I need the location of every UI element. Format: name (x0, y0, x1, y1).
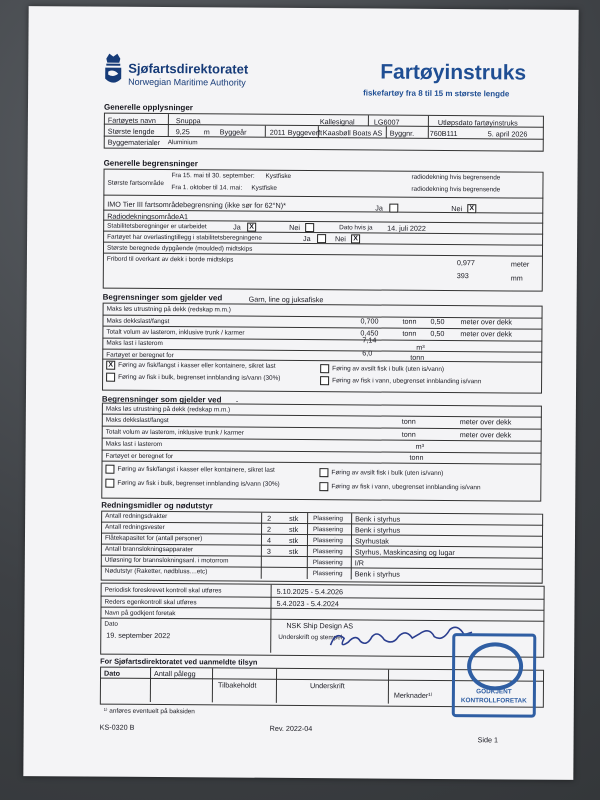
limits-a-row-4-value: 6,0 (362, 348, 373, 358)
vessel-name-label: Fartøyets navn (107, 115, 156, 125)
stability-no-checkbox[interactable] (305, 223, 314, 232)
limits-a-row-3-unit: m³ (416, 342, 425, 352)
approval-stamp (452, 633, 537, 718)
radio-limit-2: radiodekning hvis begrensende (411, 185, 501, 194)
company-label: Navn på godkjent foretak (104, 609, 176, 618)
length-unit: m (203, 127, 210, 137)
limits-a-row-2-height: 0,50 (430, 328, 445, 338)
limits-a-row-3-value: 7,14 (362, 335, 377, 345)
limits-a-row-1-height-unit: meter over dekk (460, 317, 513, 327)
limits-b-row-4-unit: tonn (409, 452, 424, 462)
imo-yes-checkbox[interactable] (389, 204, 398, 213)
limits-a-opt1-checkbox[interactable]: X (106, 361, 115, 370)
limits-b-opt2-label: Føring av fisk i bulk, begrenset innblanding is/vann (30%) (117, 479, 280, 488)
limits-b-opt1-checkbox[interactable] (105, 465, 114, 474)
limits-b-row-1-unit: tonn (401, 416, 416, 426)
company-value: NSK Ship Design AS (286, 620, 354, 631)
rescue-row-1-label: Antall redningsdrakter (105, 512, 168, 521)
stamp-line-2: KONTROLLFORETAK (460, 697, 527, 705)
stability-yes-checkbox[interactable]: X (247, 223, 256, 232)
rescue-row-6-placement-label: Plassering (312, 570, 343, 578)
limits-a-row-1-height: 0,50 (430, 316, 445, 326)
limits-a-opt1-label: Føring av fisk/fangst i kasser eller kontainere, sikret last (118, 361, 276, 370)
overload-no-checkbox[interactable]: X (351, 234, 360, 243)
date-if-yes-label: Dato hvis ja (339, 224, 373, 232)
freeboard-unit: mm (510, 273, 523, 283)
limits-b-row-4-label: Maks last i lasterom (105, 440, 163, 449)
radio-area-value: A1 (179, 212, 189, 222)
limits-b-row-1-label: Maks løs utrustning på dekk (redskap m.m.) (105, 405, 231, 414)
rescue-row-2-label: Antall redningsvester (105, 523, 165, 532)
limits-b-row-3-unit: m³ (415, 441, 425, 451)
rescue-row-5-label: Utløsning for brannslokningsanl. i motorrom (104, 556, 229, 565)
limits-a-row-2-value: 0,450 (360, 328, 379, 338)
rescue-row-4-qty: 3 (266, 546, 271, 556)
notice-title: For Sjøfartsdirektoratet ved uanmeldte tilsyn (100, 656, 258, 667)
rescue-row-4-label: Antall brannslokningsapparater (104, 545, 194, 554)
limits-a-row-3-label: Totalt volum av lasterom, inklusive trunk / karmer (106, 328, 245, 337)
limits-a-opt3-label: Føring av avsilt fisk i bulk (uten is/vann) (332, 365, 445, 373)
season1-value: Kystfiske (265, 172, 292, 180)
notice-col-orders: Antall pålegg (154, 668, 196, 679)
stability-no-label: Nei (289, 222, 300, 232)
section-title-limits-a: Begrensninger som gjelder ved (102, 292, 223, 303)
limits-b-row-3-label: Totalt volum av lasterom, inklusive trunk / karmer (105, 428, 244, 437)
limits-b-row-2-height-unit: meter over dekk (459, 430, 512, 440)
rescue-row-4-place: Styrhus, Maskincasing og lugar (354, 547, 455, 558)
rescue-row-3-unit: stk (288, 535, 299, 545)
date-if-yes-value: 14. juli 2022 (387, 223, 426, 233)
expiry-label: Utløpsdato fartøyinstruks (437, 117, 518, 128)
overload-label: Fartøyet har overlastingtillegg i stabilitetsberegningene (107, 233, 262, 242)
date-value: 19. september 2022 (106, 630, 171, 641)
footnote: ¹⁾ anføres eventuelt på baksiden (103, 707, 195, 716)
limits-b-opt3-label: Føring av avsilt fisk i bulk (uten is/vann) (331, 469, 444, 477)
rescue-row-5-place: I/R (354, 558, 365, 568)
stability-label: Stabilitetsberegninger er utarbeidet (107, 222, 207, 231)
rescue-row-3-qty: 4 (266, 535, 272, 545)
rescue-row-6-place: Benk i styrhus (354, 569, 400, 579)
section-title-general-info: Generelle opplysninger (103, 102, 193, 113)
rescue-row-1-placement-label: Plassering (313, 515, 343, 523)
length-value: 9,25 (175, 127, 190, 137)
build-year-value: 2011 (269, 127, 286, 137)
notice-col-date: Dato (104, 668, 121, 678)
season1-label: Fra 15. mai til 30. september: (171, 172, 255, 180)
freeboard-value: 393 (456, 271, 469, 281)
limits-a-rated-label: Fartøyet er beregnet for (106, 351, 174, 360)
area-label: Største fartsområde (107, 179, 164, 188)
own-control-label: Reders egenkontroll skal utføres (104, 598, 197, 607)
stamp-ring-icon (467, 642, 523, 690)
build-year-label: Byggeår (219, 127, 247, 137)
notice-col-remarks: Merknader¹⁾ (393, 690, 433, 700)
limits-a-row-4-unit: tonn (410, 352, 425, 362)
rescue-row-2-unit: stk (289, 524, 299, 534)
length-label: Største lengde (107, 126, 155, 136)
imo-yes-label: Ja (375, 203, 383, 213)
limits-b-opt3-checkbox[interactable] (319, 468, 328, 477)
overload-no-label: Nei (335, 234, 346, 244)
limits-b-rated-label: Fartøyet er beregnet for (105, 452, 174, 461)
own-control-value: 5.4.2023 - 5.4.2024 (276, 598, 339, 609)
signature-label: Underskrift og stempel (278, 633, 343, 642)
rescue-row-2-qty: 2 (267, 524, 272, 534)
notice-col-detained: Tilbakeholdt (217, 680, 257, 690)
material-value: Aluminium (167, 139, 198, 147)
overload-yes-checkbox[interactable] (317, 234, 326, 243)
limits-b-row-2-unit: tonn (401, 429, 416, 439)
yard-value: Kaasbøll Boats AS (322, 128, 383, 138)
limits-a-opt3-checkbox[interactable] (320, 364, 329, 373)
section-title-general-limits: Generelle begrensninger (103, 158, 198, 169)
limits-a-opt4-label: Føring av fisk i vann, ubegrenset innblanding is/vann (332, 377, 482, 386)
limits-b-opt2-checkbox[interactable] (105, 479, 114, 488)
limits-b-opt1-label: Føring av fisk/fangst i kasser eller kontainere, sikret last (117, 465, 275, 474)
season2-label: Fra 1. oktober til 14. mai: (171, 184, 243, 192)
callsign-value: LG6007 (373, 117, 400, 127)
rescue-row-4-placement-label: Plassering (312, 548, 343, 556)
expiry-date-value: 5. april 2026 (487, 129, 528, 139)
limits-b-row-1-height-unit: meter over dekk (459, 417, 512, 427)
draft-unit: meter (510, 259, 530, 269)
limits-a-row-1-value: 0,700 (360, 316, 379, 326)
date-label: Dato (104, 620, 118, 628)
build-number-label: Byggnr. (389, 128, 415, 138)
limits-b-gear: - (235, 396, 239, 406)
radio-area-label: Radiodekningsområde (107, 211, 180, 222)
rescue-row-5-placement-label: Plassering (312, 559, 343, 567)
limits-a-row-2-unit: tonn (402, 328, 417, 338)
section-title-rescue: Redningsmidler og nødutstyr (101, 500, 213, 511)
document-sheet (23, 6, 578, 780)
callsign-label: Kallesignal (319, 117, 355, 127)
page-number: Side 1 (477, 735, 499, 745)
agency-name-english: Norwegian Maritime Authority (128, 76, 246, 88)
rescue-row-3-label: Flåtekapasitet for (antall personer) (104, 534, 203, 543)
limits-a-row-1-unit: tonn (402, 316, 417, 326)
limits-a-row-1-label: Maks løs utrustning på dekk (redskap m.m.) (106, 305, 231, 314)
vessel-name-value: Snuppa (175, 116, 201, 126)
document-subtitle: fiskefartøy fra 8 til 15 m største lengde (363, 88, 510, 99)
freeboard-label: Fribord til overkant av dekk i borde midtskips (106, 255, 234, 264)
rescue-row-3-placement-label: Plassering (312, 537, 343, 545)
rescue-row-6-label: Nødutstyr (Raketter, nødbluss....etc) (104, 567, 208, 576)
limits-a-row-2-height-unit: meter over dekk (460, 329, 512, 339)
rescue-row-1-place: Benk i styrhus (355, 514, 401, 524)
revision: Rev. 2022-04 (269, 723, 313, 734)
rescue-row-1-qty: 2 (267, 513, 272, 523)
rescue-row-2-placement-label: Plassering (313, 526, 343, 534)
limits-b-opt4-label: Føring av fisk i vann, ubegrenset innblanding is/vann (331, 483, 481, 492)
limits-b-row-2-label: Maks dekkslast/fangst (105, 416, 169, 425)
radio-limit-1: radiodekning hvis begrensende (411, 173, 501, 182)
material-label: Byggematerialer (107, 137, 161, 148)
periodic-label: Periodisk foreskrevet kontroll skal utføres (104, 586, 222, 595)
limits-b-opt4-checkbox[interactable] (319, 482, 328, 491)
yard-label: Byggeverft (287, 127, 323, 138)
agency-name: Sjøfartsdirektoratet (128, 60, 249, 77)
limits-a-opt2-checkbox[interactable] (106, 373, 115, 382)
form-number: KS-0320 B (99, 722, 135, 732)
rescue-row-2-place: Benk i styrhus (355, 525, 401, 535)
build-number-value: 760B111 (429, 128, 458, 139)
stamp-line-1: GODKJENT (476, 688, 512, 696)
section-title-limits-b: Begrensninger som gjelder ved (101, 394, 222, 405)
draft-label: Største beregnede dypgående (moulded) midtskips (106, 244, 253, 253)
limits-a-gear: Garn, line og juksafiske (248, 294, 324, 305)
rescue-row-3-place: Styrhustak (354, 536, 389, 546)
overload-yes-label: Ja (303, 234, 311, 244)
draft-value: 0,977 (456, 258, 475, 268)
season2-value: Kystfiske (251, 184, 278, 192)
stability-yes-label: Ja (233, 222, 241, 232)
crown-logo-icon (102, 51, 124, 89)
limits-a-opt2-label: Føring av fisk i bulk, begrenset innblanding is/vann (30%) (118, 373, 281, 382)
periodic-value: 5.10.2025 - 5.4.2026 (276, 586, 343, 597)
imo-label: IMO Tier III fartsområdebegrensning (ikke sør for 62°N)* (107, 199, 286, 210)
imo-no-checkbox[interactable]: X (467, 204, 476, 213)
limits-a-row-2-label: Maks dekkslast/fangst (106, 317, 170, 326)
limits-a-row-4-label: Maks last i lasterom (106, 339, 163, 348)
notice-col-signature: Underskrift (309, 681, 345, 691)
limits-a-opt4-checkbox[interactable] (320, 376, 329, 385)
document-title: Fartøyinstruks (380, 60, 527, 85)
rescue-row-1-unit: stk (289, 513, 299, 523)
rescue-row-4-unit: stk (288, 546, 299, 556)
imo-no-label: Nei (451, 204, 463, 214)
